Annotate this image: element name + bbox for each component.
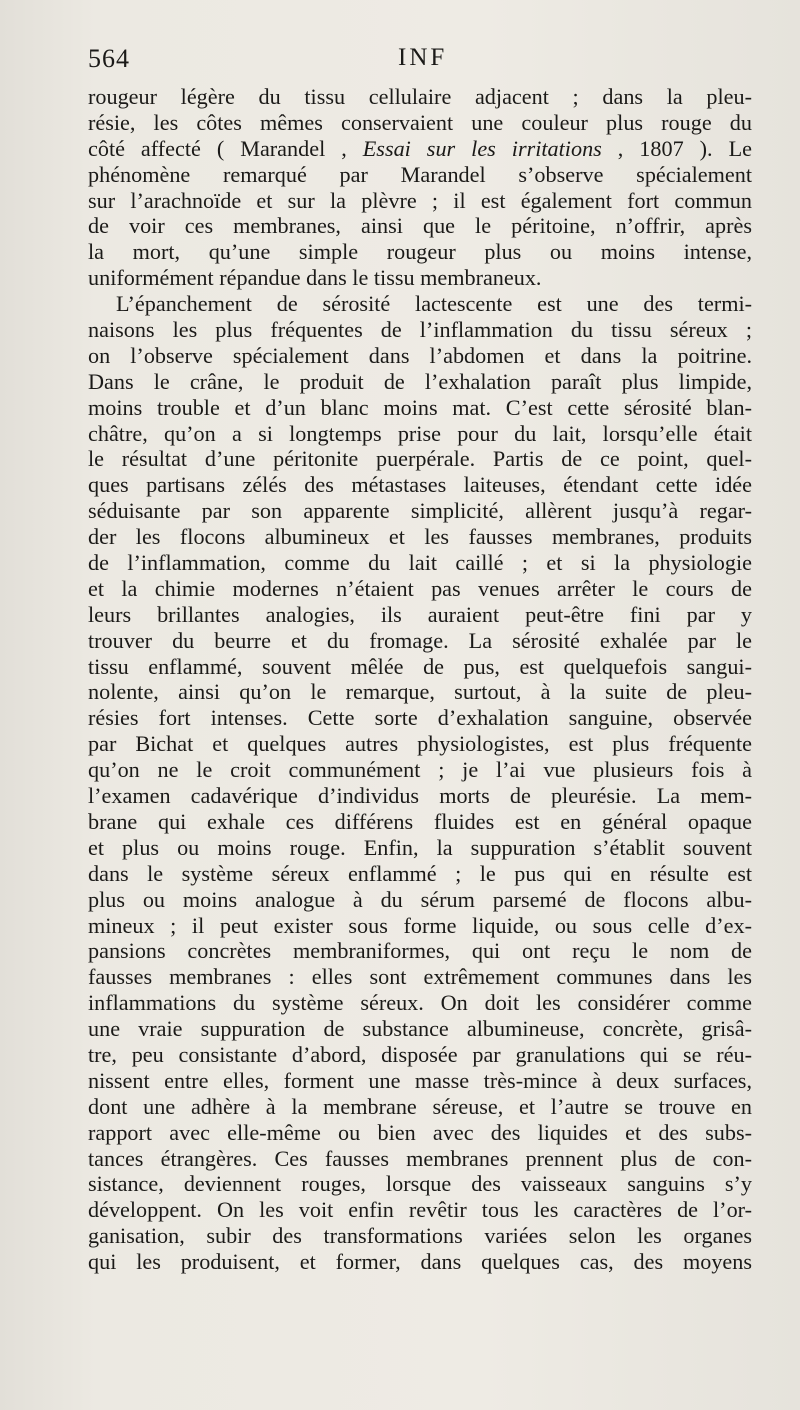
text-line: et la chimie modernes n’étaient pas venues arrêter le cours de bbox=[88, 575, 752, 601]
text-line: résie, les côtes mêmes conservaient une couleur plus rouge du bbox=[88, 109, 752, 135]
text-line: ganisation, subir des transformations variées selon les organes bbox=[88, 1223, 752, 1249]
text-line: phénomène remarqué par Marandel s’observe spécialement bbox=[88, 161, 752, 187]
text-line: tissu enflammé, souvent mêlée de pus, est quelquefois sangui- bbox=[88, 653, 752, 679]
text-line: tre, peu consistante d’abord, disposée par granulations qui se réu- bbox=[88, 1041, 752, 1067]
text-line: uniformément répandue dans le tissu membraneux. bbox=[88, 265, 542, 291]
text-line: de l’inflammation, comme du lait caillé ; et si la physiologie bbox=[88, 550, 752, 576]
text-line: ques partisans zélés des métastases laiteuses, étendant cette idée bbox=[88, 472, 752, 498]
text-line: qui les produisent, et former, dans quelques cas, des moyens bbox=[88, 1249, 752, 1275]
text-line: fausses membranes : elles sont extrêmement communes dans les bbox=[88, 964, 752, 990]
text-line: résies fort intenses. Cette sorte d’exhalation sanguine, observée bbox=[88, 705, 752, 731]
text-line: pansions concrètes membraniformes, qui ont reçu le nom de bbox=[88, 938, 752, 964]
text-line: moins trouble et d’un blanc moins mat. C’est cette sérosité blan- bbox=[88, 394, 752, 420]
text-segment: , 1807 ). Le bbox=[601, 135, 752, 161]
book-title-italic: Essai sur les irritations bbox=[362, 135, 602, 161]
text-line: rougeur légère du tissu cellulaire adjacent ; dans la pleu- bbox=[88, 84, 752, 109]
text-line: trouver du beurre et du fromage. La sérosité exhalée par le bbox=[88, 627, 752, 653]
paragraph-first-line: L’épanchement de sérosité lactescente est une des termi- bbox=[116, 291, 752, 317]
text-line: brane qui exhale ces différens fluides est en général opaque bbox=[88, 808, 752, 834]
text-line: nolente, ainsi qu’on le remarque, surtout, à la suite de pleu- bbox=[88, 679, 752, 705]
text-line bbox=[88, 136, 752, 162]
page-number: 564 bbox=[88, 44, 130, 73]
text-line: le résultat d’une péritonite puerpérale. Partis de ce point, quel- bbox=[88, 446, 752, 472]
text-line: naisons les plus fréquentes de l’inflammation du tissu séreux ; bbox=[88, 317, 752, 343]
text-line: Dans le crâne, le produit de l’exhalation paraît plus limpide, bbox=[88, 368, 752, 394]
text-line: inflammations du système séreux. On doit les considérer comme bbox=[88, 990, 752, 1016]
text-line: et plus ou moins rouge. Enfin, la suppuration s’établit souvent bbox=[88, 834, 752, 860]
text-line: séduisante par son apparente simplicité, allèrent jusqu’à regar- bbox=[88, 498, 752, 524]
text-line: développent. On les voit enfin revêtir tous les caractères de l’or- bbox=[88, 1197, 752, 1223]
text-line: de voir ces membranes, ainsi que le péritoine, n’offrir, après bbox=[88, 213, 752, 239]
text-line: on l’observe spécialement dans l’abdomen et dans la poitrine. bbox=[88, 342, 752, 368]
text-line: sistance, deviennent rouges, lorsque des vaisseaux sanguins s’y bbox=[88, 1171, 752, 1197]
text-line: sur l’arachnoïde et sur la plèvre ; il est également fort commun bbox=[88, 187, 752, 213]
text-line: une vraie suppuration de substance albumineuse, concrète, grisâ- bbox=[88, 1016, 752, 1042]
text-line: la mort, qu’une simple rougeur plus ou moins intense, bbox=[88, 239, 752, 265]
text-line: qu’on ne le croit communément ; je l’ai vue plusieurs fois à bbox=[88, 757, 752, 783]
text-line: plus ou moins analogue à du sérum parsemé de flocons albu- bbox=[88, 886, 752, 912]
page-header bbox=[88, 44, 752, 84]
text-line: tances étrangères. Ces fausses membranes prennent plus de con- bbox=[88, 1145, 752, 1171]
running-head: INF bbox=[398, 44, 448, 71]
text-segment: côté affecté ( Marandel , bbox=[88, 135, 363, 161]
text-line: der les flocons albumineux et les fausses membranes, produits bbox=[88, 524, 752, 550]
text-line: leurs brillantes analogies, ils auraient peut-être fini par y bbox=[88, 601, 752, 627]
text-line: l’examen cadavérique d’individus morts de pleurésie. La mem- bbox=[88, 783, 752, 809]
text-line: dont une adhère à la membrane séreuse, et l’autre se trouve en bbox=[88, 1093, 752, 1119]
text-line: nissent entre elles, forment une masse très-mince à deux surfaces, bbox=[88, 1067, 752, 1093]
text-line: mineux ; il peut exister sous forme liquide, ou sous celle d’ex- bbox=[88, 912, 752, 938]
text-line: dans le système séreux enflammé ; le pus qui en résulte est bbox=[88, 860, 752, 886]
text-line: par Bichat et quelques autres physiologistes, est plus fréquente bbox=[88, 731, 752, 757]
text-line: châtre, qu’on a si longtemps prise pour du lait, lorsqu’elle était bbox=[88, 420, 752, 446]
body-text bbox=[88, 84, 752, 1275]
text-line: rapport avec elle-même ou bien avec des liquides et des subs- bbox=[88, 1119, 752, 1145]
